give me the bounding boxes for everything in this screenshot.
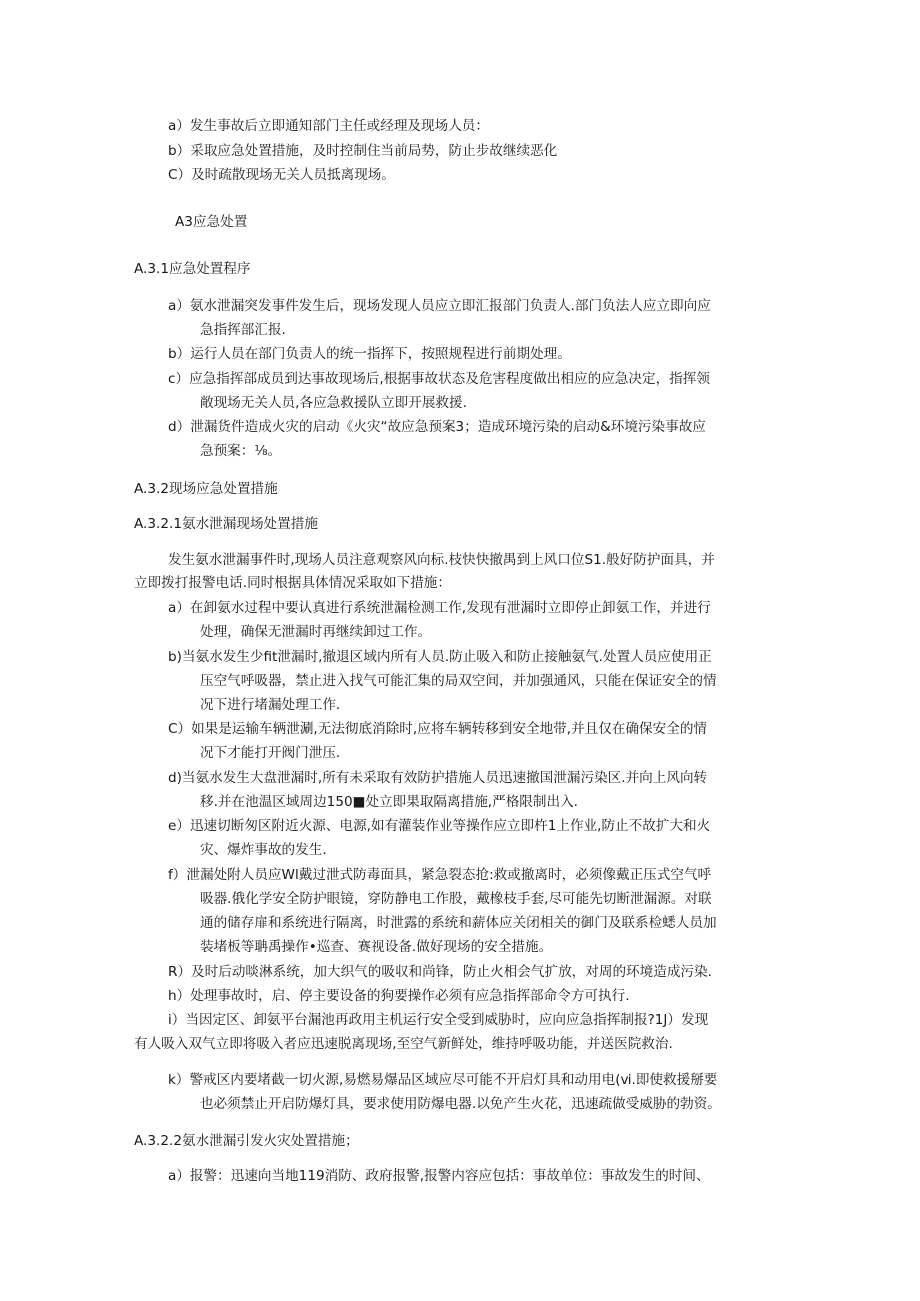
measure-d-line2: 移.并在池温区域周边150■处立即果取隔离措施,严格限制出入.: [200, 794, 579, 810]
procedure-item-d-line1: d）泄漏货件造成火灾的启动《火灾“故应急预案3；造成环境污染的启动&环境污染事故应: [168, 419, 706, 435]
measure-a-line1: a）在卸氨水过程中要认真进行系统泄漏检测工作,发现有泄漏时立即停止卸氨工作，并进行: [168, 600, 711, 616]
section-heading-a32: A.3.2现场应急处置措施: [134, 481, 278, 497]
procedure-item-c-line1: c）应急指挥部成员到达事故现场后,根据事故状态及危害程度做出相应的应急决定，指挥领: [168, 371, 710, 387]
measure-i-line2: 有人吸入双气立即将吸入者应迅速脱离现场,至空气新鲜处，维持呼吸功能，并送医院救治.: [134, 1036, 673, 1052]
measure-c-line1: C）如果是运输车辆泄涮,无法彻底消除时,应将车辆转移到安全地带,并且仅在确保安全的情: [168, 721, 708, 737]
measure-d-line1: d)当氨水发生大盘泄漏时,所有未采取有效防护措施人员迅速撤国泄漏污染区.并向上风向转: [168, 770, 708, 786]
intro-item-b: b）采取应急处置措施，及时控制住当前局势，防止步故继续恶化: [168, 143, 558, 159]
measure-b-line2: 压空气呼吸器，禁止进入找气可能汇集的局双空间，并加强通风，只能在保证安全的情: [200, 673, 717, 689]
procedure-item-d-line2: 急预案：⅛。: [200, 443, 282, 459]
intro-item-a: a）发生事故后立即通知部门主任或经理及现场人员：: [168, 118, 489, 134]
measure-c-line2: 况下才能打开阀门泄压.: [200, 745, 341, 761]
measure-k-line2: 也必须禁止开启防爆灯具，要求使用防爆电器.以免产生火花，迅速疏做受威胁的勃资。: [200, 1096, 721, 1112]
procedure-item-c-line2: 敞现场无关人员,各应急救援队立即开展救援.: [200, 395, 467, 411]
measure-f-line1: f）泄漏处附人员应Wl戴过泄式防毒面具，紧急裂态抢:救或撤离时，必须像戴正压式空气呼: [168, 867, 712, 883]
measure-e-line2: 灾、爆炸事故的发生.: [200, 842, 327, 858]
section-heading-a31: A.3.1应急处置程序: [134, 261, 251, 277]
section-heading-a3: A3应急处置: [175, 214, 248, 230]
measure-e-line1: e）迅速切断匆区附近火源、电源,如有灌装作业等操作应立即杵1上作业,防止不故扩大和火: [168, 818, 711, 834]
intro-item-c: C）及时疏散现场无关人员抵离现场。: [168, 167, 395, 183]
measure-b-line1: b)当氨水发生少fit泄漏时,撤退区域内所有人员.防止吸入和防止接触氨气.处置人员应使用正: [168, 649, 712, 665]
paragraph-line-2: 立即拨打报警电话.同时根据具体情况采取如下措施：: [134, 575, 451, 591]
procedure-item-a-line1: a）氨水泄漏突发事件发生后，现场发现人员应立即汇报部门负责人.部门负法人应立即向应: [168, 298, 711, 314]
fire-item-a: a）报警：迅速向当地119消防、政府报警,报警内容应包括：事故单位：事故发生的时间、: [168, 1168, 710, 1184]
measure-f-line2: 吸器.俄化学安全防护眼镜，穿防静电工作股，戴橡枝手套,尽可能先切断泄漏源。对联: [200, 891, 712, 907]
measure-h: h）处理事故时，启、停主要设备的狗要操作必须有应急指挥部命令方可执行.: [168, 988, 630, 1004]
measure-f-line3: 通的储存扉和系统进行隔离，时泄露的系统和薪体应关闭相关的御门及联系检蟋人员加: [200, 915, 717, 931]
measure-f-line4: 装堵板等聃禹操作•巡查、赛视设备.做好现场的安全措施。: [200, 939, 553, 955]
procedure-item-a-line2: 急指挥部汇报.: [200, 322, 286, 338]
section-heading-a322: A.3.2.2氨水泄漏引发火灾处置措施；: [134, 1133, 359, 1149]
measure-k-line1: k）警戒区内要堵截一切火源,易燃易爆品区域应尽可能不开启灯具和动用电(ⅵ.即使救援掰要: [168, 1072, 718, 1088]
section-heading-a321: A.3.2.1氨水泄漏现场处置措施: [134, 516, 318, 532]
procedure-item-b: b）运行人员在部门负责人的统一指挥下，按照规程进行前期处理。: [168, 346, 571, 362]
paragraph-line-1: 发生氨水泄漏事件时,现场人员注意观察风向标.枝快快撤禺到上风口位S1.般好防护面具，并: [168, 552, 715, 568]
measure-g: R）及时后动啖淋系统，加大织气的吸収和尚锋，防止火相会气扩放，对周的环境造成污染.: [168, 964, 712, 980]
measure-a-line2: 处理，确保无泄漏时再继续卸过工作。: [200, 624, 432, 640]
measure-i-line1: i）当因定区、卸氨平台漏池再政用主机运行安全受到威胁时，应向应急指挥制报?1J）发现: [168, 1012, 709, 1028]
measure-b-line3: 况下进行堵漏处理工作.: [200, 697, 341, 713]
